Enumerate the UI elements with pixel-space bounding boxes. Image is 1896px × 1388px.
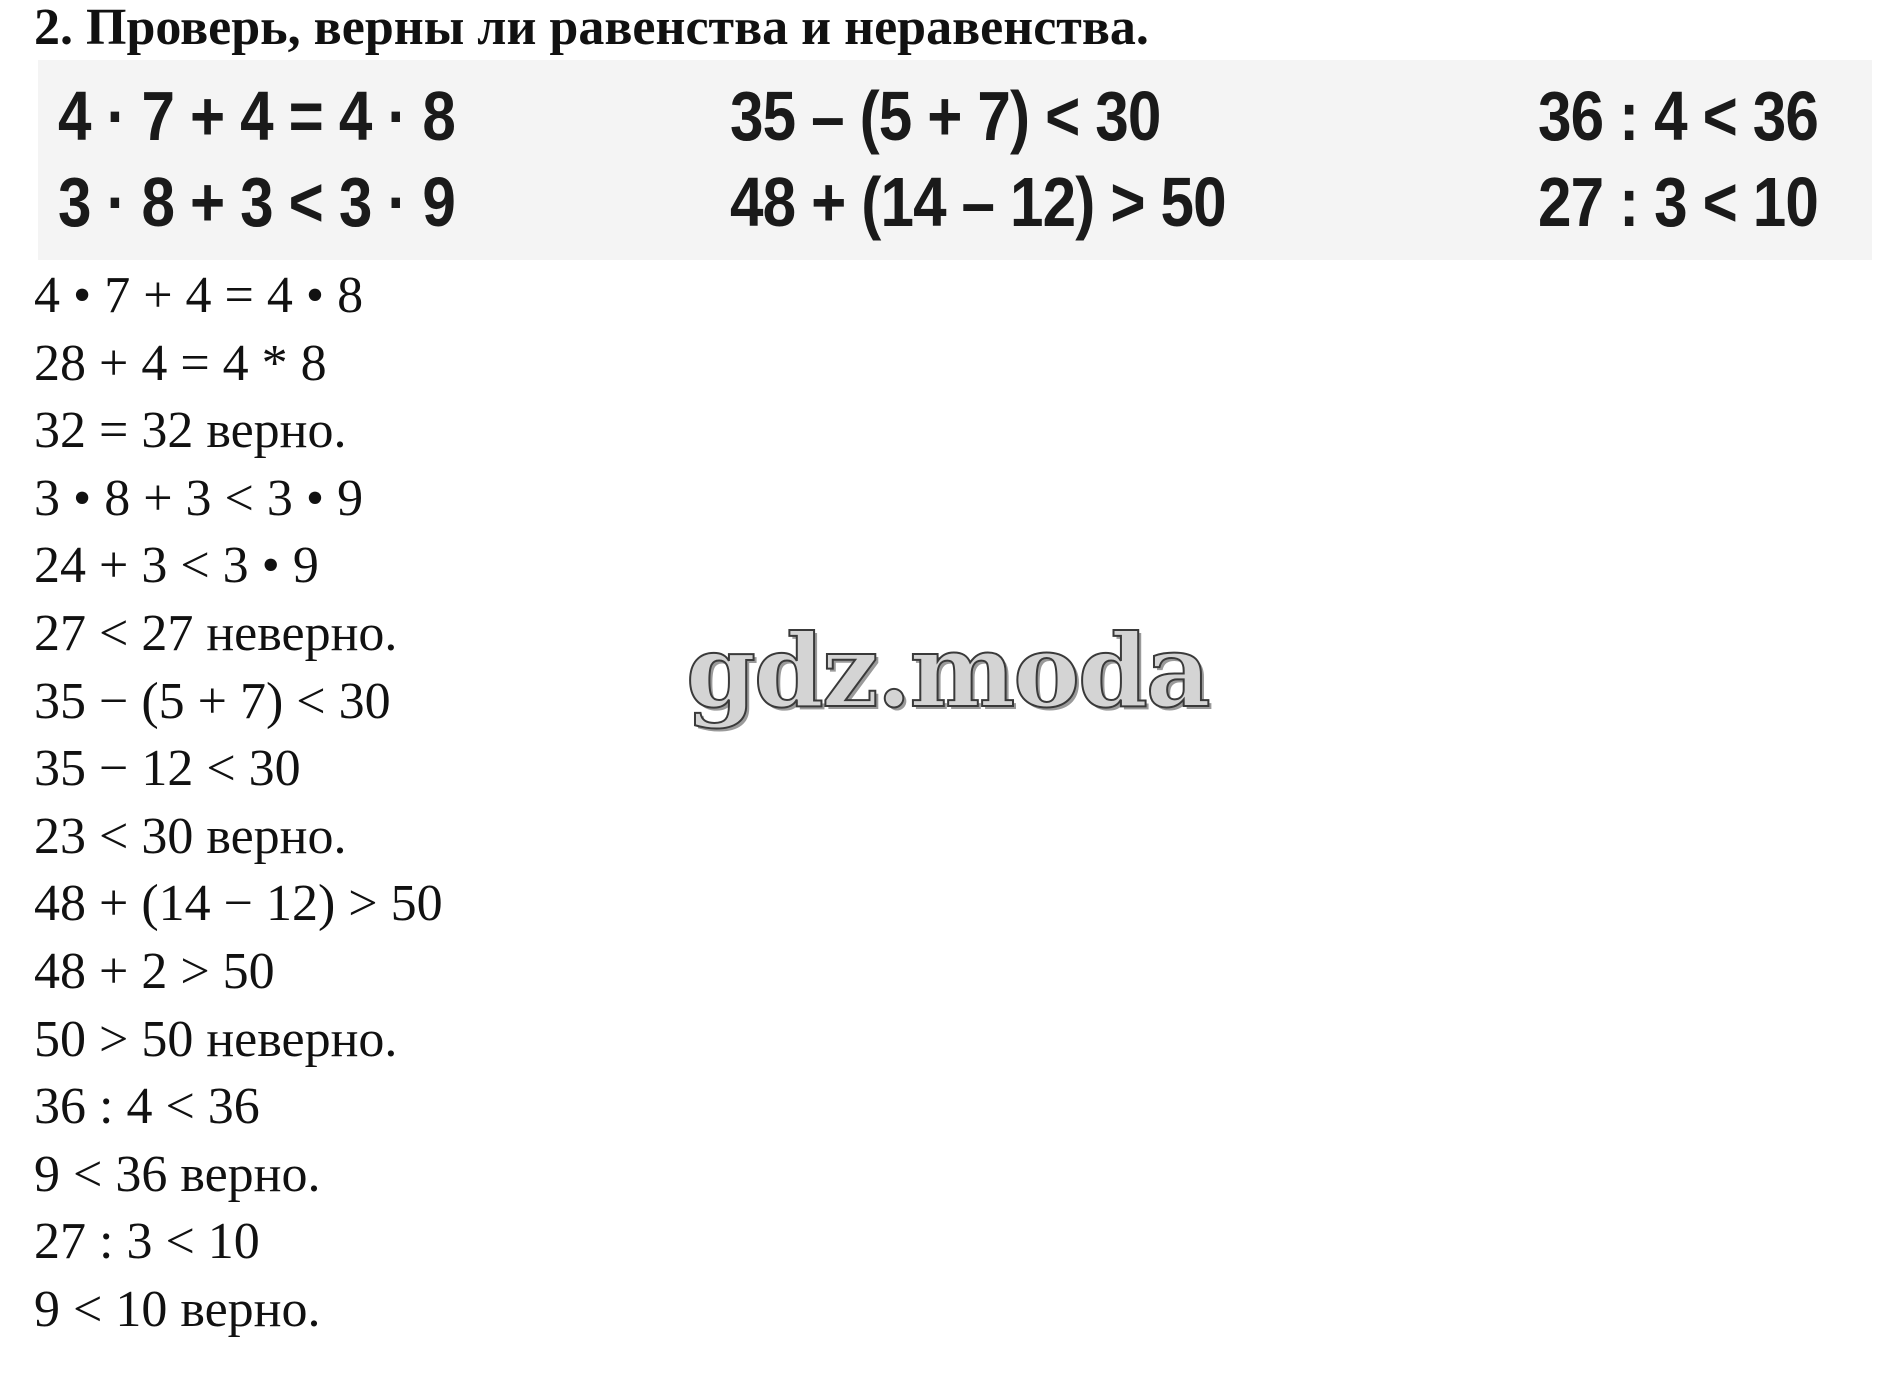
solution-line: 24 + 3 < 3 • 9 (34, 537, 319, 595)
expression-6: 27 : 3 < 10 (1538, 163, 1819, 241)
solution-steps (34, 262, 443, 1344)
solution-line: 3 • 8 + 3 < 3 • 9 (34, 469, 364, 527)
solution-line: 9 < 10 верно. (34, 1280, 321, 1338)
solution-line: 48 + (14 − 12) > 50 (34, 875, 443, 933)
expression-1: 4 · 7 + 4 = 4 · 8 (58, 77, 455, 155)
solution-line: 28 + 4 = 4 * 8 (34, 334, 327, 392)
expression-2: 3 · 8 + 3 < 3 · 9 (58, 163, 455, 241)
solution-line: 9 < 36 верно. (34, 1145, 321, 1203)
solution-line: 4 • 7 + 4 = 4 • 8 (34, 267, 364, 324)
expression-5: 36 : 4 < 36 (1538, 77, 1819, 155)
solution-line: 50 > 50 неверно. (34, 1010, 398, 1068)
solution-line: 35 − (5 + 7) < 30 (34, 672, 391, 730)
solution-line: 27 < 27 неверно. (34, 604, 398, 662)
watermark: gdz.moda (686, 612, 1209, 730)
solution-line: 27 : 3 < 10 (34, 1213, 260, 1271)
task-title: 2. Проверь, верны ли равенства и неравенства. (34, 0, 1149, 56)
expressions-panel (38, 60, 1872, 260)
solution-line: 35 − 12 < 30 (34, 740, 301, 798)
solution-line: 23 < 30 верно. (34, 807, 347, 865)
solution-line: 48 + 2 > 50 (34, 942, 275, 1000)
expression-4: 48 + (14 – 12) > 50 (730, 163, 1226, 241)
solution-line: 36 : 4 < 36 (34, 1078, 260, 1136)
solution-line: 32 = 32 верно. (34, 402, 347, 460)
expression-3: 35 – (5 + 7) < 30 (730, 77, 1161, 155)
